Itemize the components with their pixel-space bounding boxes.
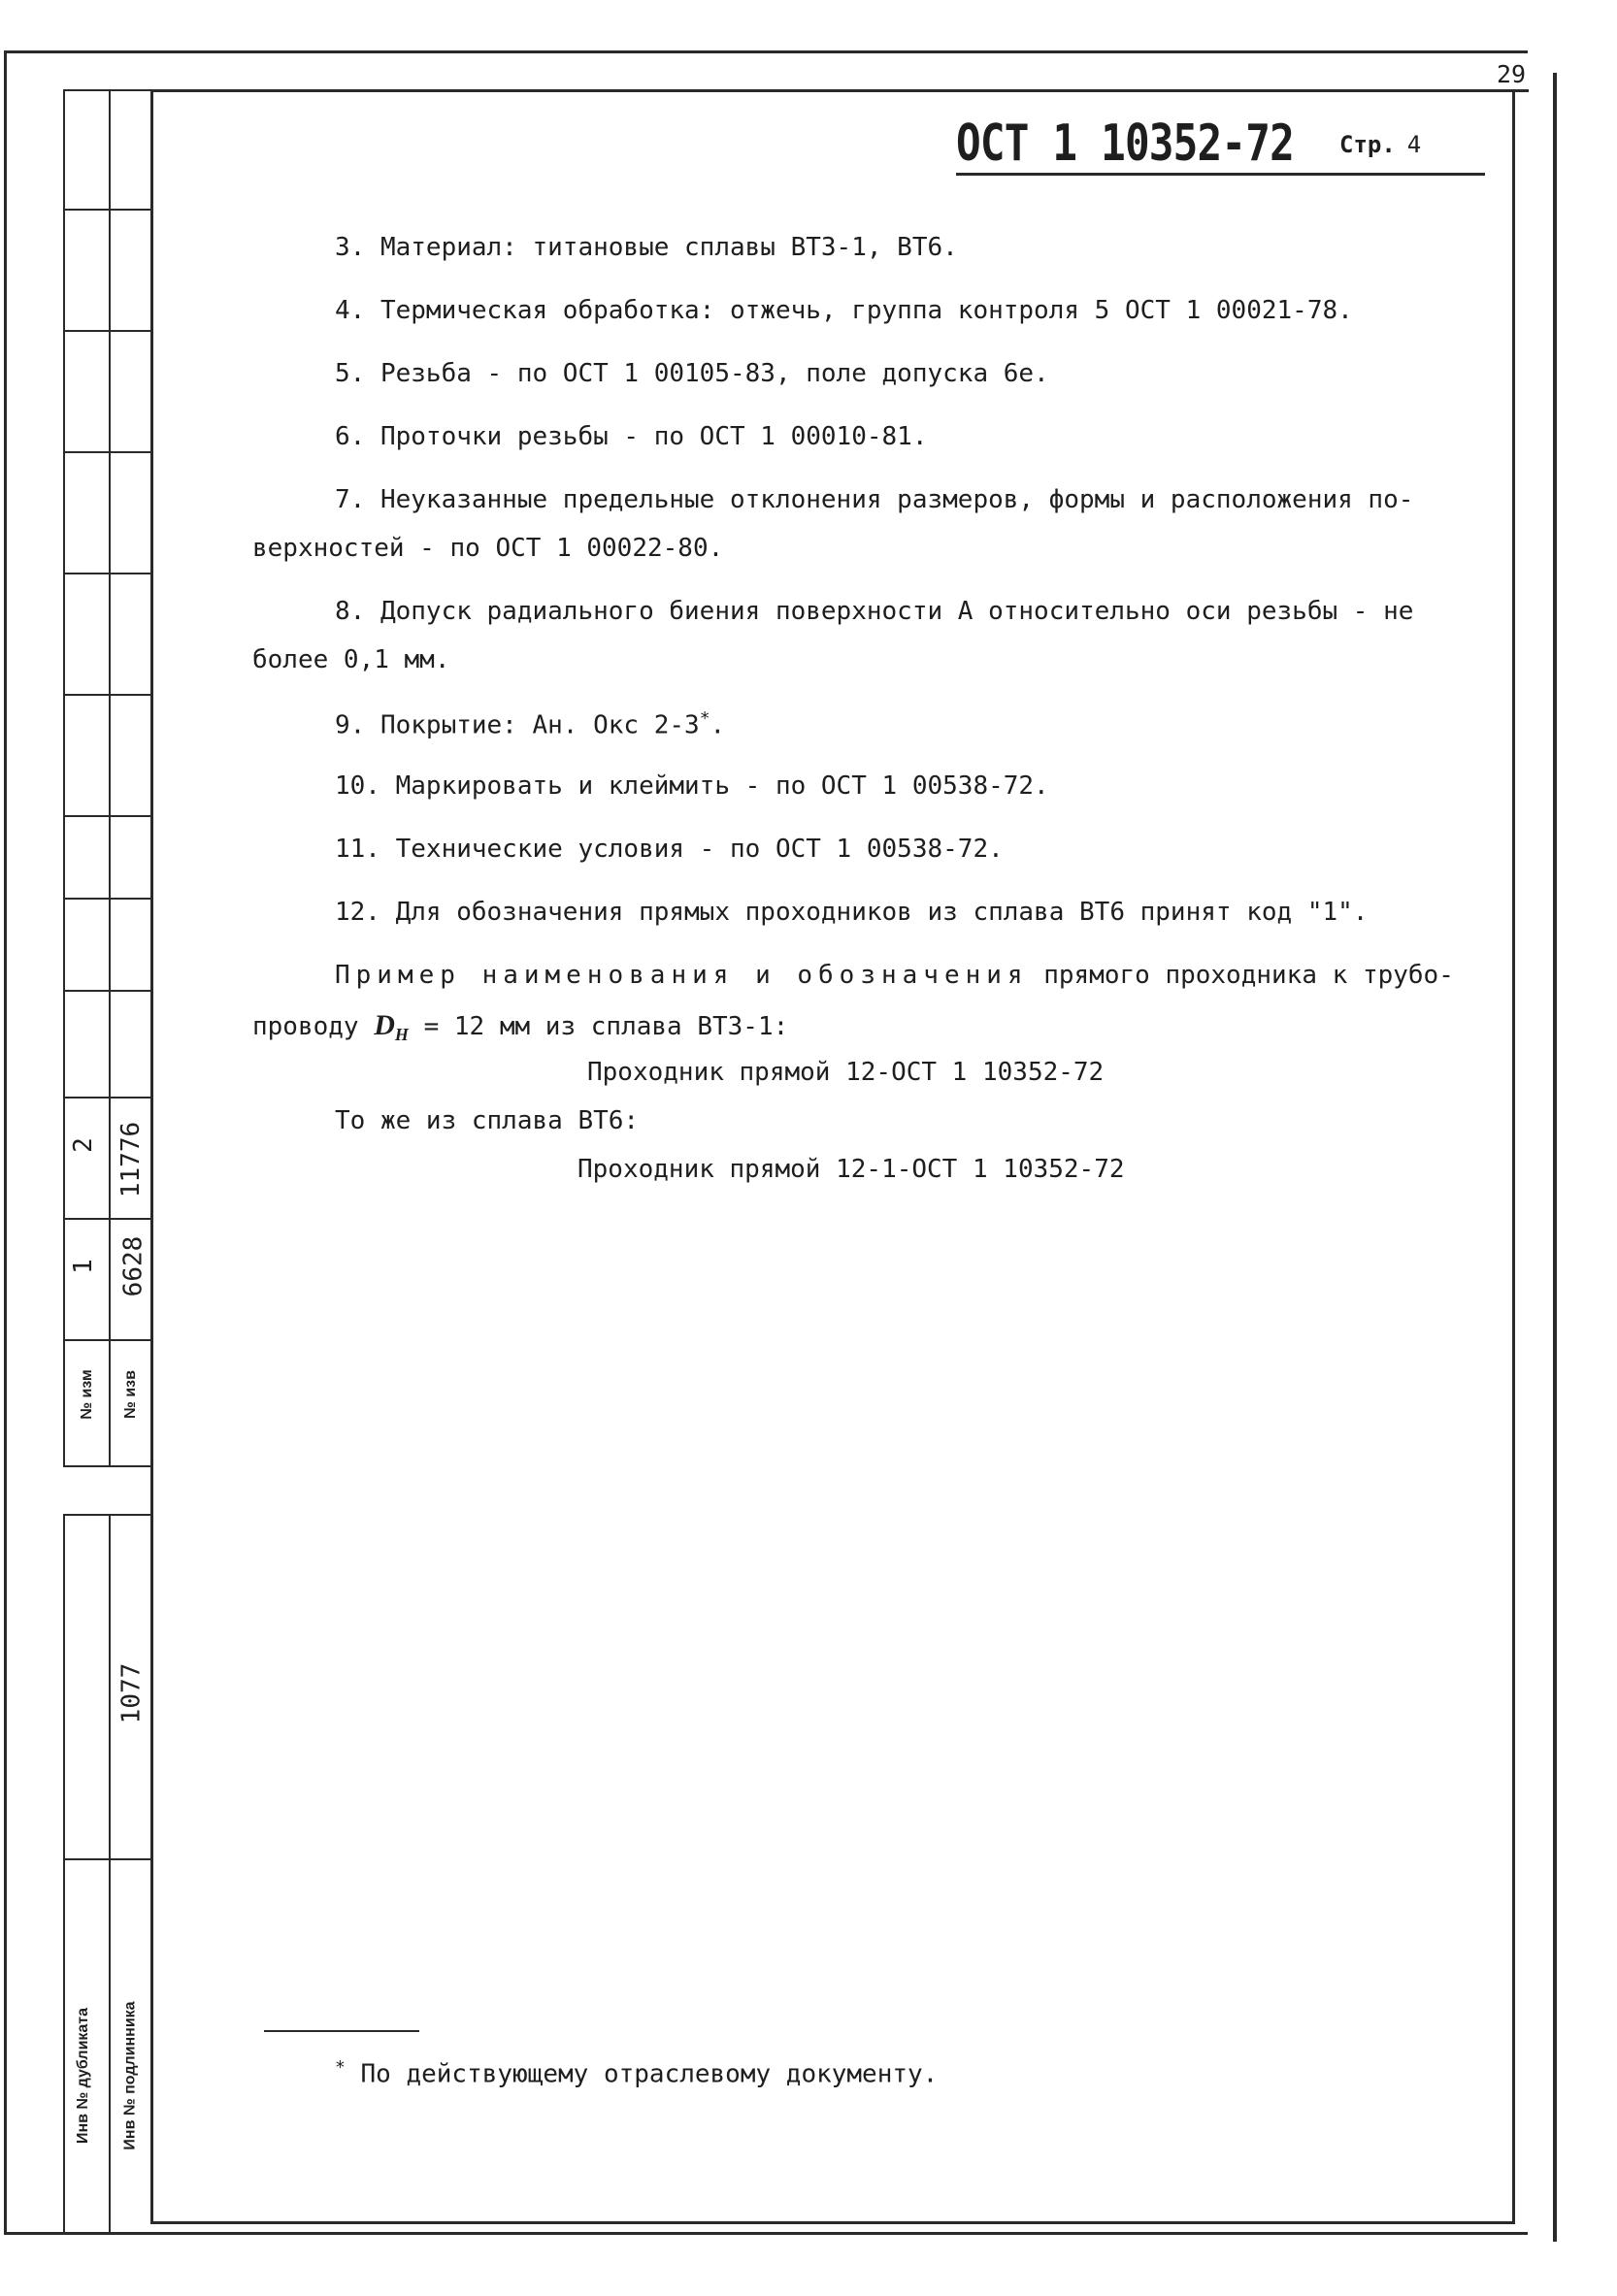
strip-row-13 <box>63 1465 152 1467</box>
strip-row-1 <box>63 89 152 91</box>
strip-col-1 <box>63 89 65 1467</box>
example-line-1 <box>335 961 1454 990</box>
strip-row-2 <box>63 209 152 211</box>
frame-left-edge <box>4 50 7 2234</box>
strip-row-12 <box>63 1339 152 1341</box>
inner-frame-top <box>150 89 1529 92</box>
strip-row-5 <box>63 573 152 574</box>
item-7-tolerances-line-2: верхностей - по ОСТ 1 00022-80. <box>252 534 724 563</box>
item-10-marking: 10. Маркировать и клеймить - по ОСТ 1 00538-72. <box>335 771 1049 801</box>
symbol-d: D <box>374 1009 395 1041</box>
item-7-tolerances-line-1: 7. Неуказанные предельные отклонения размеров, формы и расположения по- <box>335 485 1414 514</box>
footnote <box>335 2057 938 2089</box>
footnote-text: По действующему отраслевому документу. <box>360 2059 939 2089</box>
strip-row-8 <box>63 898 152 900</box>
label-change-no: № изм <box>78 1369 95 1420</box>
strip-lower-mid <box>63 1858 152 1860</box>
page-number: 29 <box>1497 60 1527 88</box>
page-reference-label: Стр. <box>1339 131 1396 158</box>
revision-2: 2 <box>68 1137 98 1153</box>
example-same-vt6: То же из сплава ВТ6: <box>335 1106 640 1135</box>
strip-row-9 <box>63 990 152 992</box>
item-9-period: . <box>710 710 726 740</box>
strip-row-4 <box>63 451 152 453</box>
inner-frame-left <box>150 89 153 2224</box>
inventory-number: 1077 <box>116 1662 147 1724</box>
example-designation-vt3: Проходник прямой 12-ОСТ 1 10352-72 <box>587 1058 1105 1087</box>
example-spaced-phrase: Пример наименования и обозначения <box>335 961 1029 990</box>
footnote-star: * <box>335 2057 346 2078</box>
item-11-specifications: 11. Технические условия - по ОСТ 1 00538-72. <box>335 835 1004 864</box>
strip-lower-col-2 <box>109 1514 111 2232</box>
example-designation-vt6: Проходник прямой 12-1-ОСТ 1 10352-72 <box>578 1155 1125 1184</box>
footnote-ref-star: * <box>699 708 710 729</box>
frame-right-edge <box>1553 73 1557 2242</box>
strip-row-3 <box>63 330 152 332</box>
revision-doc-2: 11776 <box>116 1121 147 1198</box>
strip-lower-top <box>63 1514 152 1516</box>
strip-row-6 <box>63 694 152 696</box>
item-9-coating <box>335 708 725 740</box>
frame-bottom-edge <box>4 2232 1528 2235</box>
strip-row-7 <box>63 815 152 817</box>
example-line-2-start: проводу <box>252 1012 359 1041</box>
item-12-code: 12. Для обозначения прямых проходников из сплава ВТ6 принят код "1". <box>335 898 1369 927</box>
strip-col-2 <box>109 89 111 1467</box>
page-reference-number: 4 <box>1406 131 1422 158</box>
inner-frame-right <box>1512 89 1515 2224</box>
item-8-runout-line-2: более 0,1 мм. <box>252 645 450 674</box>
strip-row-11 <box>63 1218 152 1220</box>
item-3-material: 3. Материал: титановые сплавы ВТ3-1, ВТ6. <box>335 233 958 262</box>
item-4-heat-treatment: 4. Термическая обработка: отжечь, группа контроля 5 ОСТ 1 00021-78. <box>335 296 1353 325</box>
item-5-thread: 5. Резьба - по ОСТ 1 00105-83, поле допуска 6е. <box>335 359 1049 388</box>
item-8-runout-line-1: 8. Допуск радиального биения поверхности А относительно оси резьбы - не <box>335 597 1414 626</box>
inner-frame-bottom <box>150 2221 1514 2224</box>
label-original-inv: Инв № подлинника <box>121 2001 139 2150</box>
example-line-1-rest: прямого проходника к трубо- <box>1043 961 1454 990</box>
label-notice-no: № изв <box>121 1370 139 1419</box>
item-6-thread-grooves: 6. Проточки резьбы - по ОСТ 1 00010-81. <box>335 422 928 451</box>
example-line-2 <box>252 1009 788 1045</box>
revision-1: 1 <box>68 1259 98 1274</box>
revision-doc-1: 6628 <box>118 1235 148 1297</box>
strip-lower-col-1 <box>63 1514 65 2232</box>
item-9-text: 9. Покрытие: Ан. Окс 2-3 <box>335 710 700 740</box>
document-code: ОСТ 1 10352-72 <box>956 115 1294 173</box>
label-duplicate-inv: Инв № дубликата <box>75 2007 92 2145</box>
footnote-rule <box>264 2030 419 2032</box>
example-line-2-end: = 12 мм из сплава ВТ3-1: <box>423 1012 789 1041</box>
document-code-underline <box>956 173 1485 176</box>
frame-top-edge <box>4 50 1528 53</box>
symbol-subscript: H <box>394 1025 409 1045</box>
page-reference <box>1339 131 1421 158</box>
strip-row-10 <box>63 1097 152 1099</box>
